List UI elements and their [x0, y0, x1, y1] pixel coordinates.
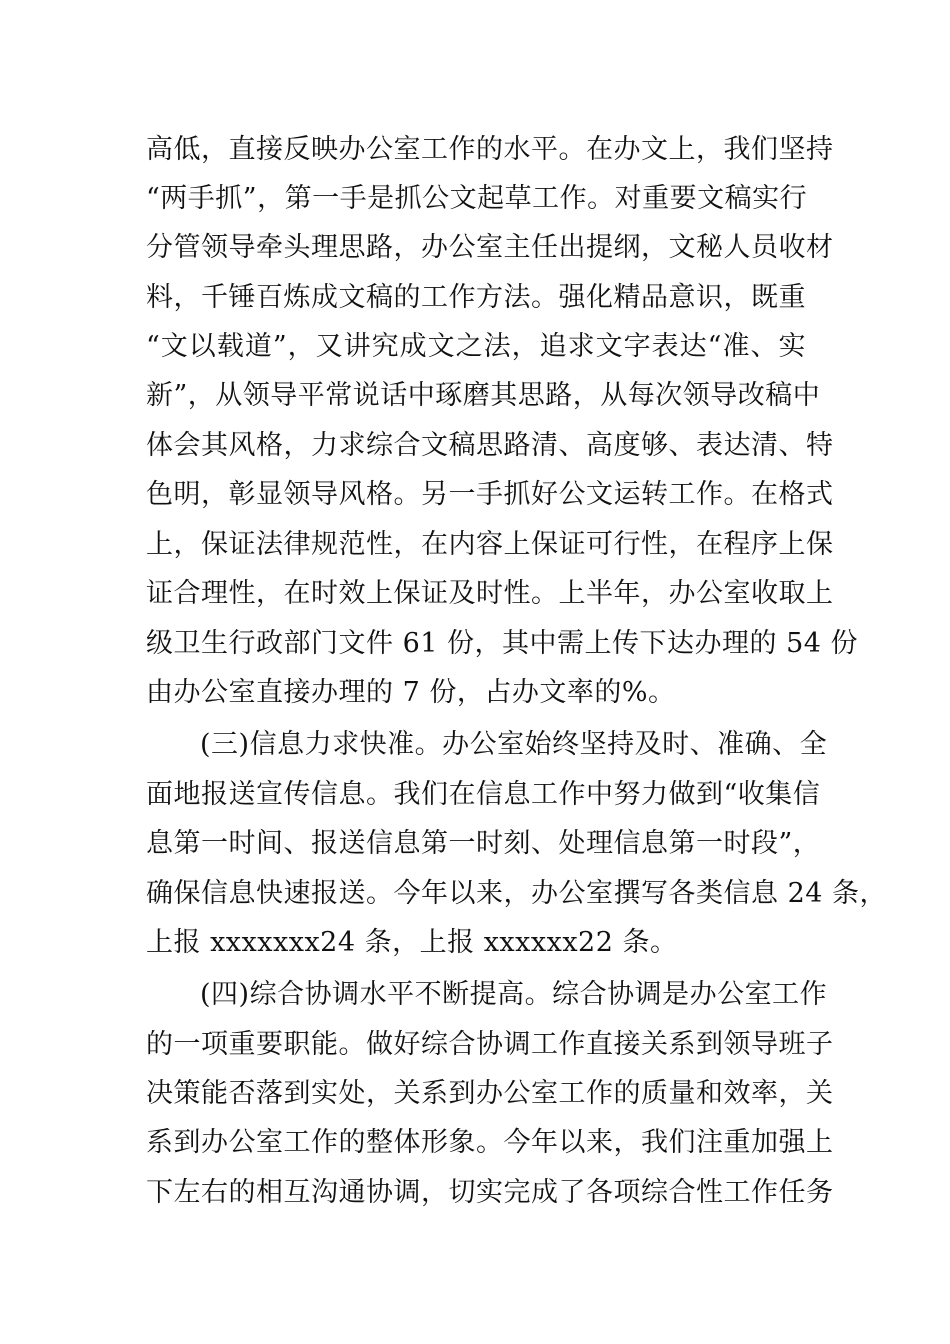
text-line: 息第一时间、报送信息第一时刻、处理信息第一时段”， [146, 828, 821, 859]
text-line: 料，千锤百炼成文稿的工作方法。强化精品意识，既重 [146, 282, 806, 313]
text-line: 面地报送宣传信息。我们在信息工作中努力做到“收集信 [146, 779, 821, 810]
text-line: 系到办公室工作的整体形象。今年以来，我们注重加强上 [146, 1127, 834, 1158]
text-line: “两手抓”，第一手是抓公文起草工作。对重要文稿实行 [146, 183, 808, 214]
text-line: 决策能否落到实处，关系到办公室工作的质量和效率，关 [146, 1078, 834, 1109]
text-line: 证合理性，在时效上保证及时性。上半年，办公室收取上 [146, 578, 834, 609]
text-line: 的一项重要职能。做好综合协调工作直接关系到领导班子 [146, 1029, 834, 1060]
paragraph-start-line: (四)综合协调水平不断提高。综合协调是办公室工作 [200, 979, 828, 1010]
text-line: 下左右的相互沟通协调，切实完成了各项综合性工作任务 [146, 1177, 834, 1208]
text-line: 级卫生行政部门文件 61 份，其中需上传下达办理的 54 份 [146, 628, 859, 659]
text-line: 上报 xxxxxxx24 条，上报 xxxxxx22 条。 [146, 927, 678, 958]
text-line: 新”，从领导平常说话中琢磨其思路，从每次领导改稿中 [146, 380, 821, 411]
text-line: 分管领导牵头理思路，办公室主任出提纲，文秘人员收材 [146, 232, 834, 263]
text-line: 体会其风格，力求综合文稿思路清、高度够、表达清、特 [146, 430, 834, 461]
text-line: 上，保证法律规范性，在内容上保证可行性，在程序上保 [146, 529, 834, 560]
text-line: 高低，直接反映办公室工作的水平。在办文上，我们坚持 [146, 134, 834, 165]
text-line: “文以载道”，又讲究成文之法，追求文字表达“准、实 [146, 331, 806, 362]
text-line: 确保信息快速报送。今年以来，办公室撰写各类信息 24 条， [146, 878, 888, 909]
paragraph-start-line: (三)信息力求快准。办公室始终坚持及时、准确、全 [200, 729, 828, 760]
text-line: 色明，彰显领导风格。另一手抓好公文运转工作。在格式 [146, 479, 834, 510]
text-line: 由办公室直接办理的 7 份，占办文率的%。 [146, 677, 676, 708]
